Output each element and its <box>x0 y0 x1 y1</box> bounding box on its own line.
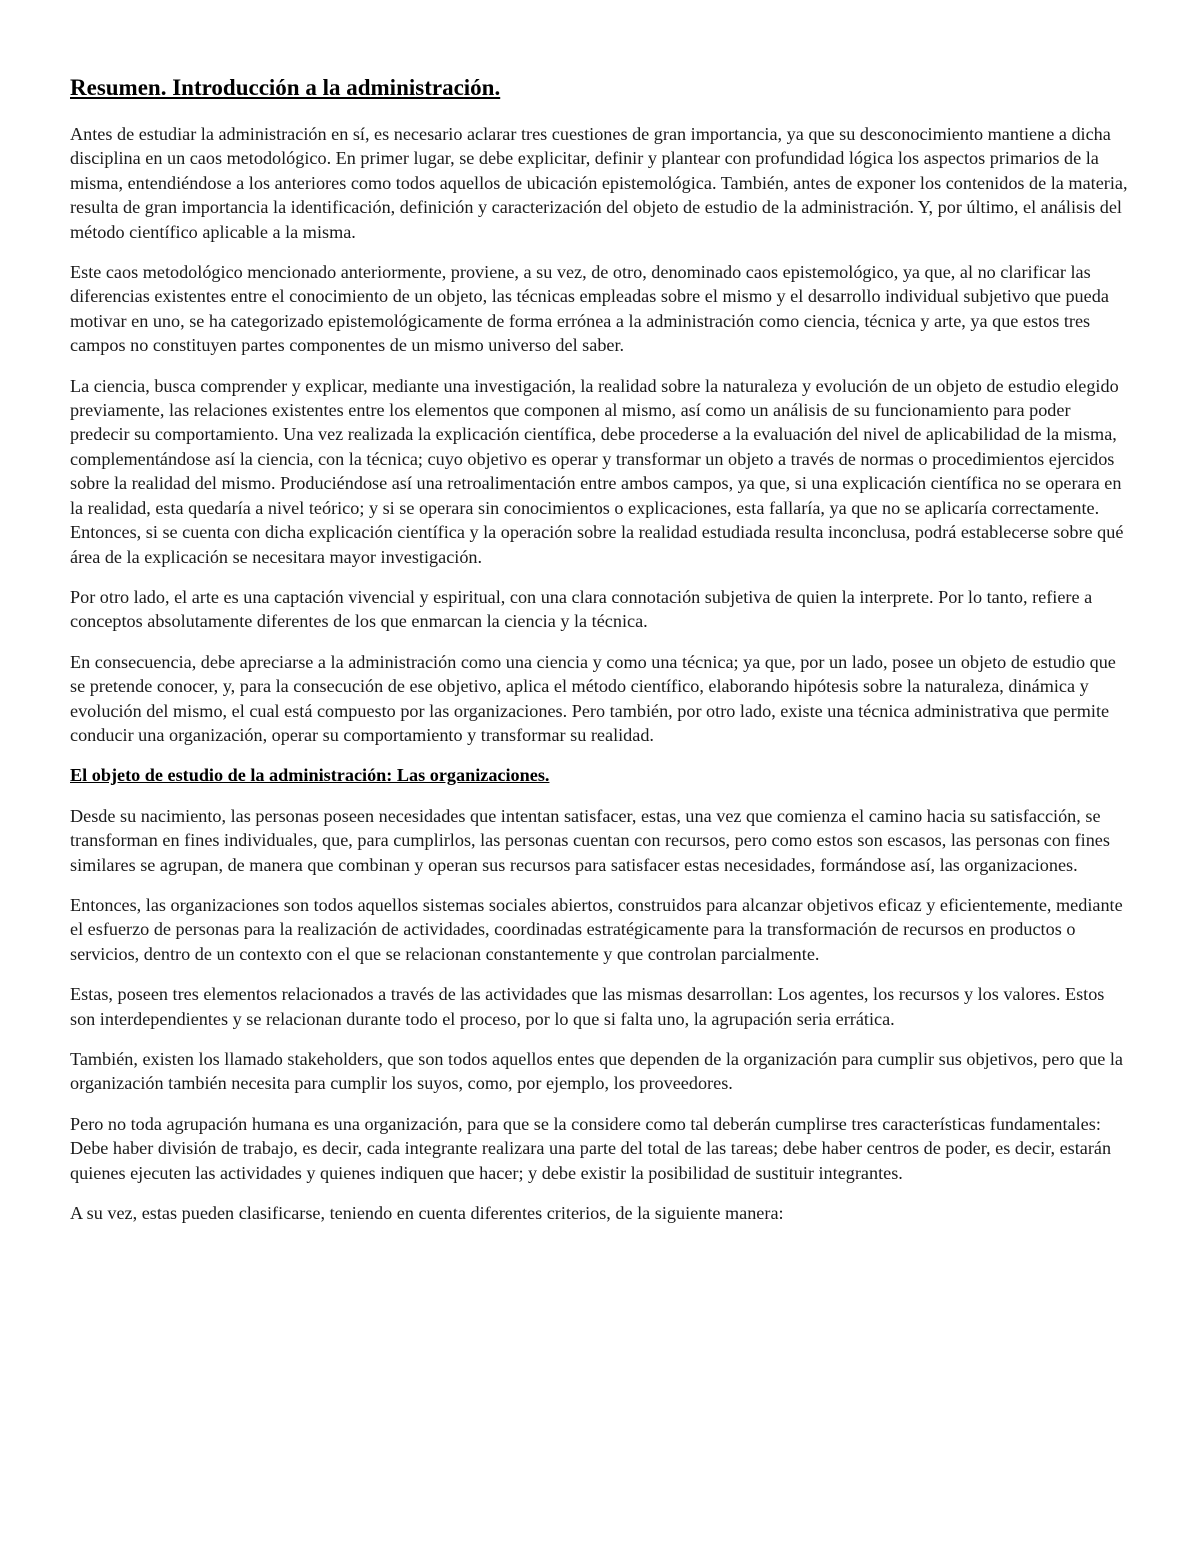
paragraph-section-6: A su vez, estas pueden clasificarse, teniendo en cuenta diferentes criterios, de la siguiente manera: <box>70 1203 784 1224</box>
paragraph-intro-3: La ciencia, busca comprender y explicar, mediante una investigación, la realidad sobre la naturaleza y evolución de un objeto de estudio elegido previamente, las relaciones existentes entre los elementos que componen al mismo, así como un análisis de su funcionamiento para poder predecir su comportamiento. Una vez realizada la explicación científica, debe procederse a la evaluación del nivel de aplicabilidad de la misma, complementándose así la ciencia, con la técnica; cuyo objetivo es operar y transformar un objeto a través de normas o procedimientos ejercidos sobre la realidad del mismo. Produciéndose así una retroalimentación entre ambos campos, ya que, si una explicación científica no se operara en la realidad, esta quedaría a nivel teórico; y si se operara sin conocimientos o explicaciones, esta fallaría, ya que no se aplicaría correctamente. Entonces, si se cuenta con dicha explicación científica y la operación sobre la realidad estudiada resulta inconclusa, podrá establecerse sobre qué área de la explicación se necesitara mayor investigación. <box>70 375 1124 567</box>
section-heading: El objeto de estudio de la administración: Las organizaciones. <box>70 765 550 786</box>
paragraph-section-5: Pero no toda agrupación humana es una organización, para que se la considere como tal deberán cumplirse tres características fundamentales: Debe haber división de trabajo, es decir, cada integrante realizara una parte del total de las tareas; debe haber centros de poder, es decir, estarán quienes ejecuten las actividades y quienes indiquen que hacer; y debe existir la posibilidad de sustituir integrantes. <box>70 1113 1112 1183</box>
paragraph-intro-2: Este caos metodológico mencionado anteriormente, proviene, a su vez, de otro, denominado caos epistemológico, ya que, al no clarificar las diferencias existentes entre el conocimiento de un objeto, las técnicas empleadas sobre el mismo y el desarrollo individual subjetivo que pueda motivar en uno, se ha categorizado epistemológicamente de forma errónea a la administración como ciencia, técnica y arte, ya que estos tres campos no constituyen partes componentes de un mismo universo del saber. <box>70 262 1109 356</box>
paragraph-intro-5: En consecuencia, debe apreciarse a la administración como una ciencia y como una técnica; ya que, por un lado, posee un objeto de estudio que se pretende conocer, y, para la consecución de ese objetivo, aplica el método científico, elaborando hipótesis sobre la naturaleza, dinámica y evolución del mismo, el cual está compuesto por las organizaciones. Pero también, por otro lado, existe una técnica administrativa que permite conducir una organización, operar su comportamiento y transformar su realidad. <box>70 651 1116 745</box>
document-title: Resumen. Introducción a la administración. <box>70 75 501 100</box>
paragraph-intro-4: Por otro lado, el arte es una captación vivencial y espiritual, con una clara connotación subjetiva de quien la interprete. Por lo tanto, refiere a conceptos absolutamente diferentes de los que enmarcan la ciencia y la técnica. <box>70 586 1093 632</box>
paragraph-intro-1: Antes de estudiar la administración en sí, es necesario aclarar tres cuestiones de gran importancia, ya que su desconocimiento mantiene a dicha disciplina en un caos metodológico. En primer lugar, se debe explicitar, definir y plantear con profundidad lógica los aspectos primarios de la misma, entendiéndose a los anteriores como todos aquellos de ubicación epistemológica. También, antes de exponer los contenidos de la materia, resulta de gran importancia la identificación, definición y caracterización del objeto de estudio de la administración. Y, por último, el análisis del método científico aplicable a la misma. <box>70 124 1128 242</box>
paragraph-section-2: Entonces, las organizaciones son todos aquellos sistemas sociales abiertos, construidos para alcanzar objetivos eficaz y eficientemente, mediante el esfuerzo de personas para la realización de actividades, coordinadas estratégicamente para la transformación de recursos en productos o servicios, dentro de un contexto con el que se relacionan constantemente y que controlan parcialmente. <box>70 894 1123 964</box>
paragraph-section-3: Estas, poseen tres elementos relacionados a través de las actividades que las mismas desarrollan: Los agentes, los recursos y los valores. Estos son interdependientes y se relacionan durante todo el proceso, por lo que si falta uno, la agrupación seria errática. <box>70 984 1105 1029</box>
paragraph-section-1: Desde su nacimiento, las personas poseen necesidades que intentan satisfacer, estas, una vez que comienza el camino hacia su satisfacción, se transforman en fines individuales, que, para cumplirlos, las personas cuentan con recursos, pero como estos son escasos, las personas con fines similares se agrupan, de manera que combinan y operan sus recursos para satisfacer estas necesidades, formándose así, las organizaciones. <box>70 805 1110 875</box>
document-page <box>70 74 1132 1241</box>
paragraph-section-4: También, existen los llamado stakeholders, que son todos aquellos entes que dependen de la organización para cumplir sus objetivos, pero que la organización también necesita para cumplir los suyos, como, por ejemplo, los proveedores. <box>70 1049 1123 1094</box>
